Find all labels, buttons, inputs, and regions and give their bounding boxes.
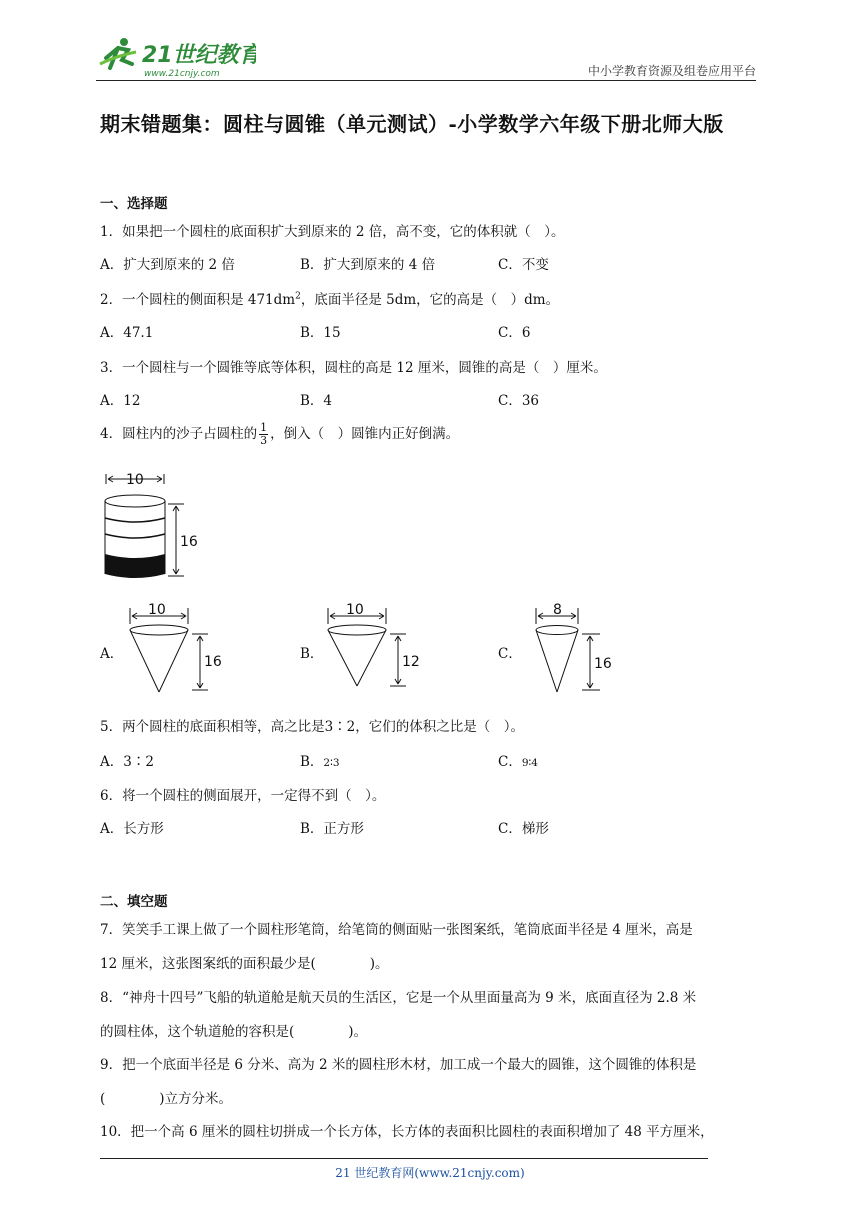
q6-option-b: B．正方形 xyxy=(300,821,364,837)
q4-text-post: ，倒入（ ）圆锥内正好倒满。 xyxy=(270,426,460,442)
q3-option-b: B．4 xyxy=(300,393,333,409)
q2-sup: 2 xyxy=(295,291,301,302)
q5-option-c xyxy=(498,750,538,770)
question-1: 1．如果把一个圆柱的底面积扩大到原来的 2 倍，高不变，它的体积就（ ）。 xyxy=(100,224,565,240)
question-7-line-2: 12 厘米，这张图案纸的面积最少是( )。 xyxy=(100,956,389,972)
q4-frac-num: 1 xyxy=(260,421,268,434)
q2-option-c: C．6 xyxy=(498,325,531,341)
q5-option-b-value: 2∶3 xyxy=(323,757,340,769)
q2-option-b: B．15 xyxy=(300,325,341,341)
question-5: 5．两个圆柱的底面积相等，高之比是3∶2，它们的体积之比是（ ）。 xyxy=(100,719,525,735)
cone-c-diameter: 8 xyxy=(553,602,562,618)
header-divider xyxy=(96,80,756,81)
cone-a-figure xyxy=(118,600,228,700)
footer-divider xyxy=(100,1158,708,1159)
question-2 xyxy=(100,288,559,308)
q4-option-c: C． xyxy=(498,646,522,662)
q3-option-c: C．36 xyxy=(498,393,540,409)
q4-fraction xyxy=(259,422,268,447)
q4-text-pre: 4．圆柱内的沙子占圆柱的 xyxy=(100,426,258,442)
question-9-line-1: 9．把一个底面半径是 6 分米、高为 2 米的圆柱形木材，加工成一个最大的圆锥，这个圆锥的体积是 xyxy=(100,1057,697,1073)
cone-c-height: 16 xyxy=(594,656,612,672)
cone-b-height: 12 xyxy=(402,654,420,670)
cylinder-figure xyxy=(98,466,208,588)
cone-c-figure xyxy=(526,600,626,700)
site-tagline: 中小学教育资源及组卷应用平台 xyxy=(587,64,756,78)
q6-option-a: A．长方形 xyxy=(100,821,164,837)
question-9-line-2: ( )立方分米。 xyxy=(100,1091,233,1107)
q4-frac-den: 3 xyxy=(260,434,268,447)
logo-url: www.21cnjy.com xyxy=(144,69,220,79)
site-logo xyxy=(96,34,256,80)
cylinder-height: 16 xyxy=(180,534,198,550)
question-8-line-2: 的圆柱体，这个轨道舱的容积是( )。 xyxy=(100,1024,368,1040)
page-title: 期末错题集：圆柱与圆锥（单元测试）-小学数学六年级下册北师大版 xyxy=(100,112,724,136)
question-6: 6．将一个圆柱的侧面展开，一定得不到（ ）。 xyxy=(100,788,386,804)
q2-text-post: ，底面半径是 5dm，它的高是（ ）dm。 xyxy=(300,292,560,308)
section-heading-choice: 一、选择题 xyxy=(100,196,168,212)
q1-option-c: C．不变 xyxy=(498,257,549,273)
q2-text-pre: 2．一个圆柱的侧面积是 471dm xyxy=(100,292,296,308)
cone-a-diameter: 10 xyxy=(148,602,166,618)
cone-b-diameter: 10 xyxy=(346,602,364,618)
q5-option-b xyxy=(300,750,340,770)
question-3: 3．一个圆柱与一个圆锥等底等体积，圆柱的高是 12 厘米，圆锥的高是（ ）厘米。 xyxy=(100,360,607,376)
question-10-line-1: 10．把一个高 6 厘米的圆柱切拼成一个长方体，长方体的表面积比圆柱的表面积增加了 48 平方厘米， xyxy=(100,1124,714,1140)
q5-option-c-label: C． xyxy=(498,754,522,770)
footer-link[interactable]: 21 世纪教育网(www.21cnjy.com) xyxy=(335,1166,525,1180)
q3-option-a: A．12 xyxy=(100,393,141,409)
q5-option-b-label: B． xyxy=(300,754,324,770)
logo-main: 21世纪教育 xyxy=(142,43,256,68)
question-4 xyxy=(100,422,459,447)
cone-b-figure xyxy=(316,600,426,700)
cone-a-height: 16 xyxy=(204,654,222,670)
cylinder-diameter: 10 xyxy=(126,472,144,488)
q4-option-a: A． xyxy=(100,646,124,662)
runner-icon xyxy=(100,38,136,68)
q5-option-a: A．3∶2 xyxy=(100,754,154,770)
q2-option-a: A．47.1 xyxy=(100,325,154,341)
q1-option-a: A．扩大到原来的 2 倍 xyxy=(100,257,235,273)
question-8-line-1: 8．“神舟十四号”飞船的轨道舱是航天员的生活区，它是一个从里面量高为 9 米，底面直径为 2.8 米 xyxy=(100,990,697,1006)
q6-option-c: C．梯形 xyxy=(498,821,549,837)
q5-option-c-value: 9∶4 xyxy=(521,757,538,769)
q4-option-b: B． xyxy=(300,646,324,662)
question-7-line-1: 7．笑笑手工课上做了一个圆柱形笔筒，给笔筒的侧面贴一张图案纸，笔筒底面半径是 4 厘米，高是 xyxy=(100,922,693,938)
q1-option-b: B．扩大到原来的 4 倍 xyxy=(300,257,436,273)
section-heading-fill: 二、填空题 xyxy=(100,894,168,910)
